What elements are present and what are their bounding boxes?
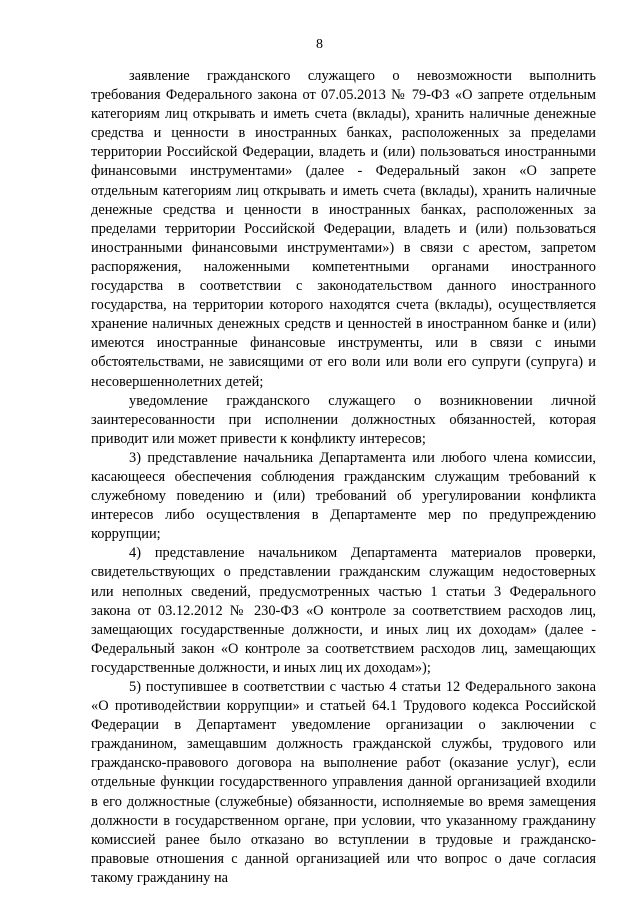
page-number: 8	[316, 37, 323, 52]
paragraph-notice-personal-interest: уведомление гражданского служащего о возникновении личной заинтересованности при исполнении должностных обязанностей, которая приводит или может привести к конфликту интересов;	[91, 392, 596, 447]
paragraph-item-4: 4) представление начальником Департамента материалов проверки, свидетельствующих о представлении гражданским служащим недостоверных или неполных сведений, предусмотренных частью 1 статьи 3 Федерального закона от 03.12.2012 № 230-ФЗ «О контроле за соответствием расходов лиц, замещающих государственные должности, и иных лиц их доходам» (далее - Федеральный закон «О контроле за соответствием расходов лиц, замещающих государственные должности, и иных лиц их доходам»);	[91, 545, 596, 676]
paragraph-item-3: 3) представление начальника Департамента или любого члена комиссии, касающееся обеспечения соблюдения гражданским служащим требований к служебному поведению и (или) требований об урегулировании конфликта интересов либо осуществления в Департаменте мер по предупреждению коррупции;	[91, 449, 596, 543]
document-body	[91, 67, 596, 888]
paragraph-item-5: 5) поступившее в соответствии с частью 4 статьи 12 Федерального закона «О противодействии коррупции» и статьей 64.1 Трудового кодекса Российской Федерации в Департамент уведомление организации о заключении с гражданином, замещавшим должность гражданской службы, трудового или гражданско-правового договора на выполнение работ (оказание услуг), если отдельные функции государственного управления данной организацией входили в его должностные (служебные) обязанности, исполняемые во время замещения должности в государственном органе, при условии, что указанному гражданину комиссией ранее было отказано во вступлении в трудовые и гражданско-правовые отношения с данной организацией или что вопрос о даче согласия такому гражданину на	[91, 679, 596, 886]
paragraph-statement-impossibility: заявление гражданского служащего о невозможности выполнить требования Федерального закона от 07.05.2013 № 79-ФЗ «О запрете отдельным категориям лиц открывать и иметь счета (вклады), хранить наличные денежные средства и ценности в иностранных банках, расположенных за пределами территории Российской Федерации, владеть и (или) пользоваться иностранными финансовыми инструментами» (далее - Федеральный закон «О запрете отдельным категориям лиц открывать и иметь счета (вклады), хранить наличные денежные средства и ценности в иностранных банках, расположенных за пределами территории Российской Федерации, владеть и (или) пользоваться иностранными финансовыми инструментами») в связи с арестом, запретом распоряжения, наложенными компетентными органами иностранного государства в соответствии с законодательством данного иностранного государства, на территории которого находятся счета (вклады), осуществляется хранение наличных денежных средств и ценностей в иностранном банке и (или) имеются иностранные финансовые инструменты, или в связи с иными обстоятельствами, не зависящими от его воли или воли его супруги (супруга) и несовершеннолетних детей;	[91, 68, 596, 390]
